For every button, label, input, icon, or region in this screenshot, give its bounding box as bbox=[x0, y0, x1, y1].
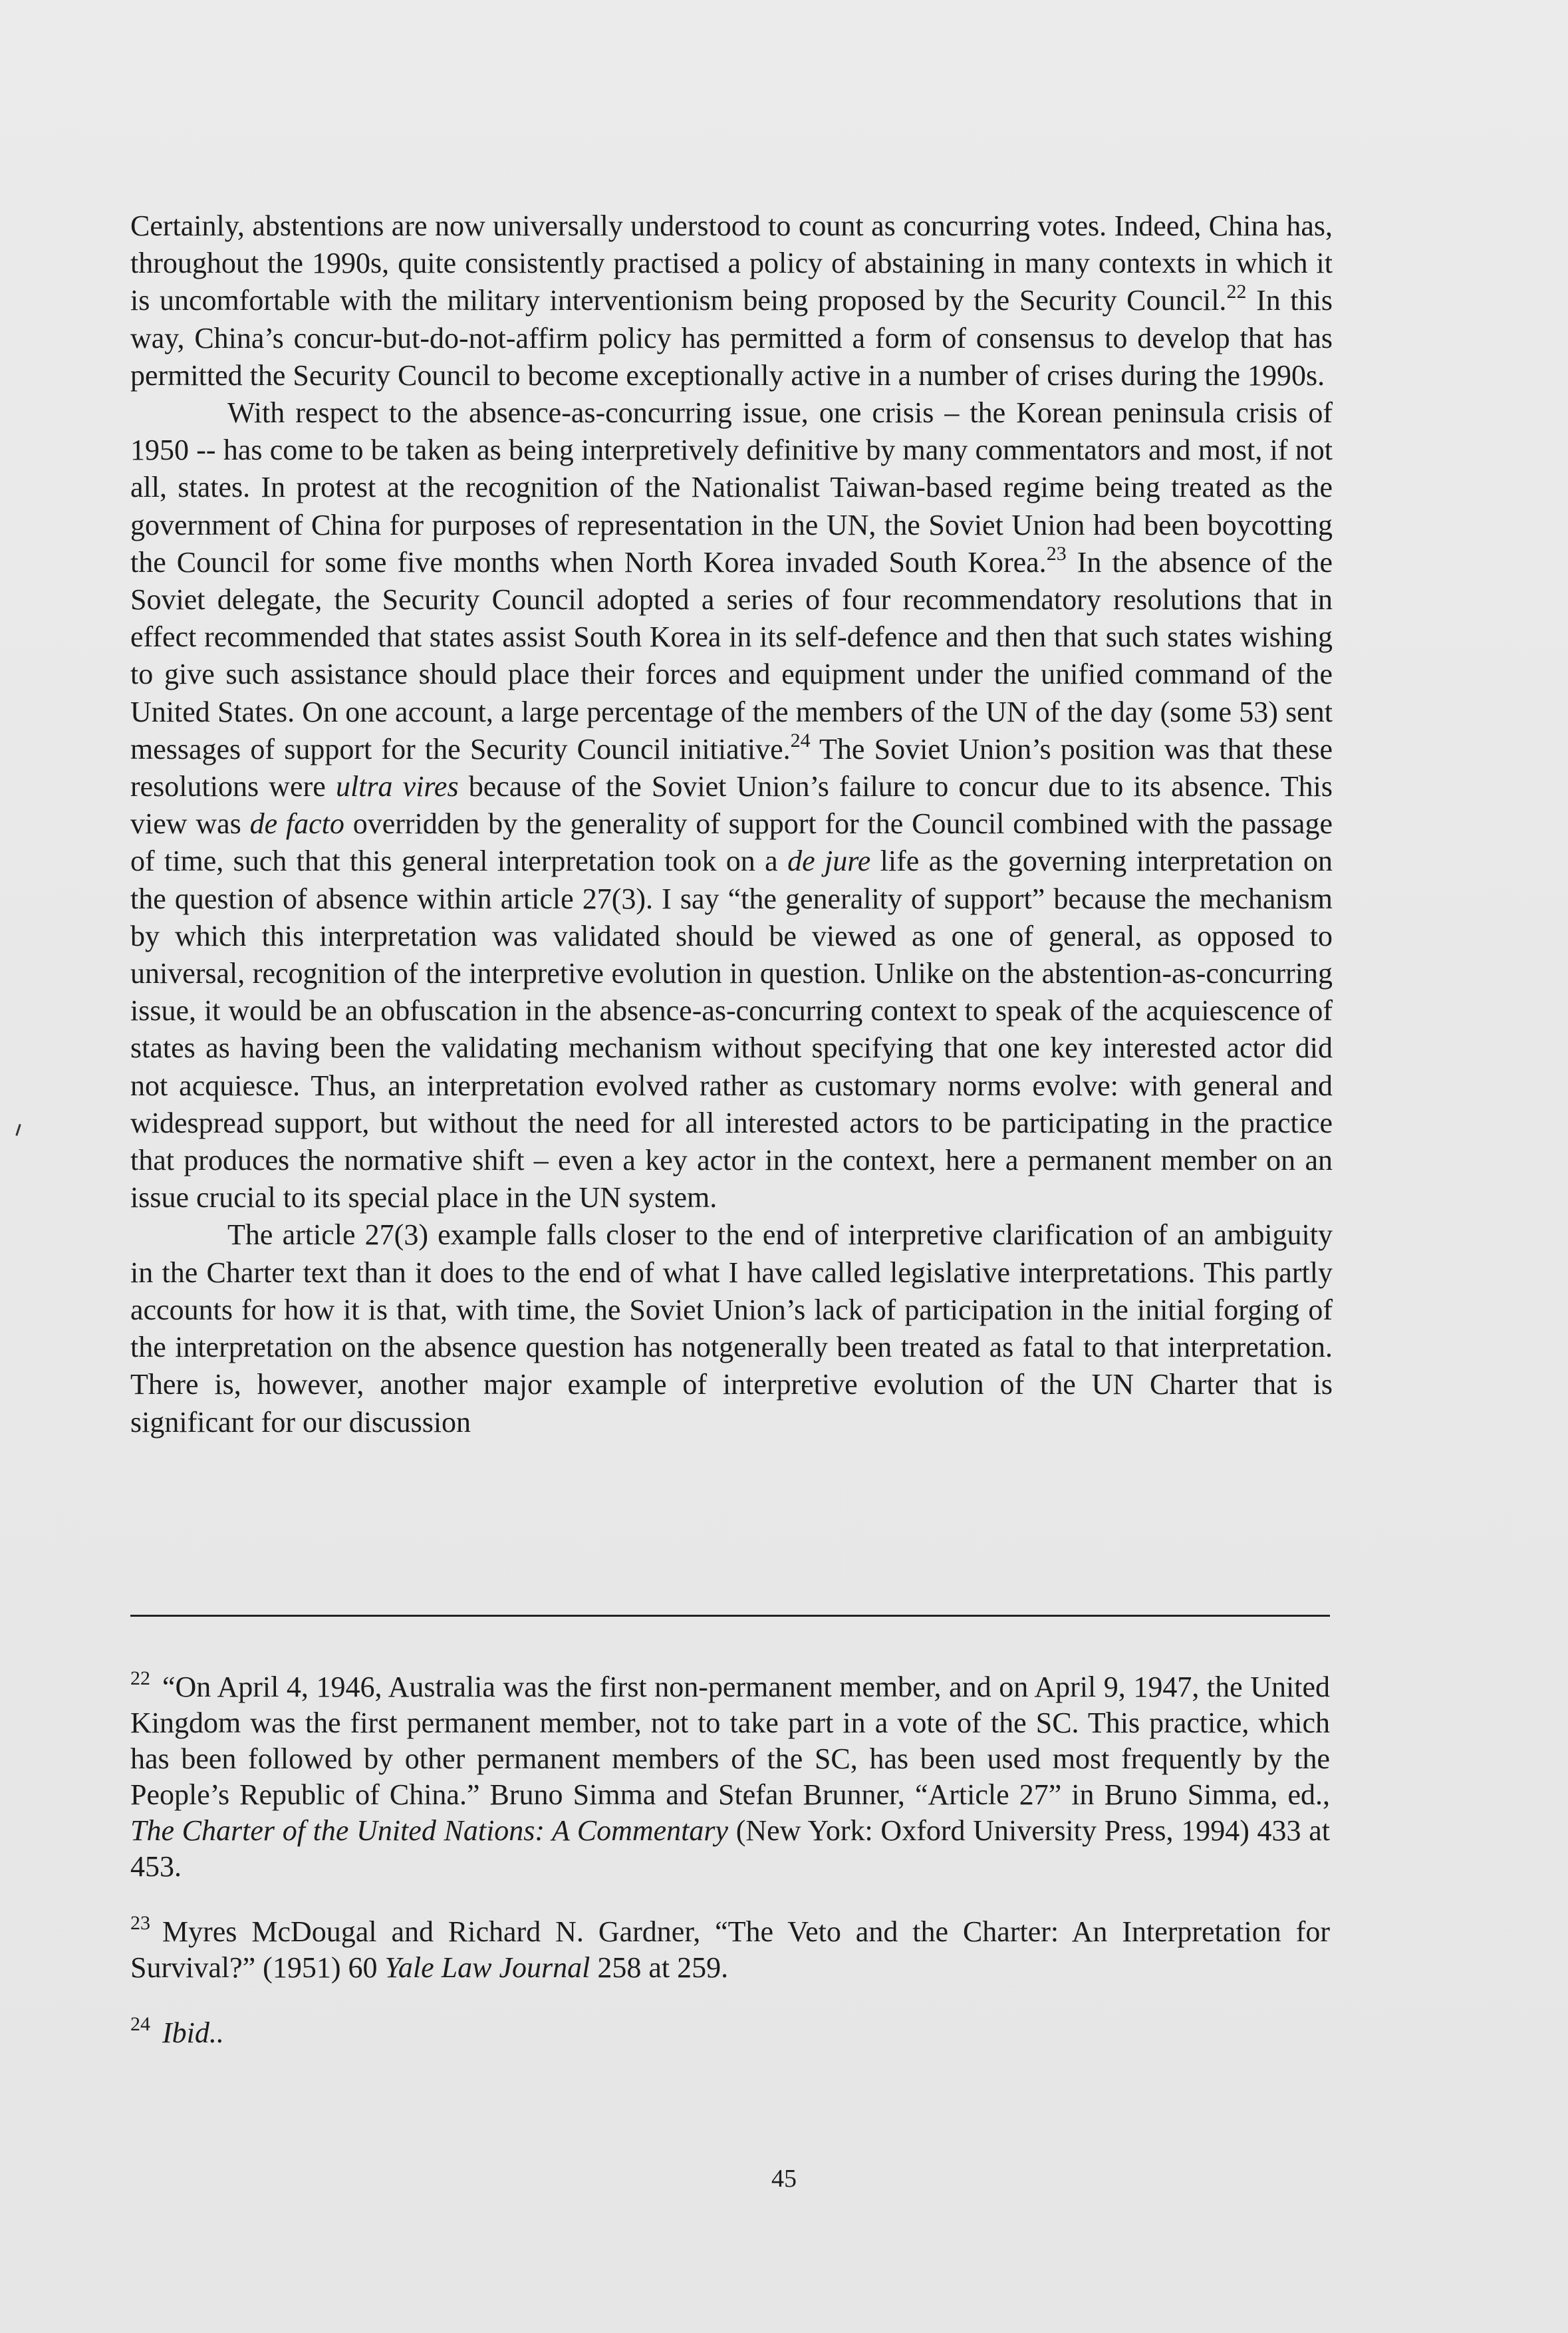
italic-term: ultra vires bbox=[335, 770, 459, 803]
footnote-ref-22[interactable]: 22 bbox=[1226, 281, 1247, 303]
margin-mark bbox=[15, 1124, 21, 1136]
text-run: With respect to the absence-as-concurring issue, one crisis – the Korean peninsula crisis of 1950 -- has come to be taken as being interpretively definitive by many commentators and most, if not all, states. In protest at the recognition of the Nationalist Taiwan-based regime being treated as the government of China for purposes of representation in the UN, the Soviet Union had been boycotting the Council for some five months when North Korea invaded South Korea. bbox=[130, 396, 1333, 579]
paragraph-article-27-3 bbox=[130, 1216, 1333, 1441]
footnote-number: 22 bbox=[130, 1667, 150, 1689]
paragraph-abstentions bbox=[130, 207, 1333, 394]
text-run: In this way, China’s concur-but-do-not-affirm policy has permitted a form of consensus to develop that has permitted the Security Council to become exceptionally active in a number of crises during the 1990s. bbox=[130, 284, 1333, 392]
italic-term: de jure bbox=[787, 845, 871, 878]
footnote-text: (New York: Oxford University Press, 1994) 433 at 453. bbox=[130, 1814, 1330, 1883]
footnote-24 bbox=[130, 2015, 1330, 2051]
page-number: 45 bbox=[771, 2165, 797, 2193]
footnote-number: 23 bbox=[130, 1912, 150, 1934]
footnote-divider bbox=[130, 1615, 1330, 1617]
paragraph-korean-crisis bbox=[130, 394, 1333, 1216]
footnote-italic: Yale Law Journal bbox=[384, 1951, 590, 1984]
footnote-ref-24[interactable]: 24 bbox=[790, 729, 811, 752]
footnote-text: 258 at 259. bbox=[590, 1951, 729, 1984]
body-text bbox=[130, 207, 1333, 1441]
italic-term: de facto bbox=[249, 807, 344, 841]
footnote-text: Myres McDougal and Richard N. Gardner, “The Veto and the Charter: An Interpretation for Survival?” (1951) 60 bbox=[130, 1915, 1330, 1984]
text-run: The Soviet Union’s position was that these resolutions were bbox=[130, 732, 1333, 803]
footnote-number: 24 bbox=[130, 2013, 150, 2035]
footnote-ref-23[interactable]: 23 bbox=[1046, 542, 1067, 565]
footnotes bbox=[130, 1669, 1330, 2080]
text-run: overridden by the generality of support for the Council combined with the passage of time, such that this general interpretation took on a bbox=[130, 807, 1333, 878]
footnote-text: “On April 4, 1946, Australia was the first non-permanent member, and on April 9, 1947, the United Kingdom was the first permanent member, not to take part in a vote of the SC. This practice, which has been followed by other permanent members of the SC, has been used most frequently by the People’s Republic of China.” Bruno Simma and Stefan Brunner, “Article 27” in Bruno Simma, ed., bbox=[130, 1671, 1330, 1811]
footnote-italic: Ibid.. bbox=[162, 2016, 224, 2049]
text-run: In the absence of the Soviet delegate, the Security Council adopted a series of four recommendatory resolutions that in effect recommended that states assist South Korea in its self-defence and then that such states wishing to give such assistance should place their forces and equipment under the unified command of the United States. On one account, a large percentage of the members of the UN of the day (some 53) sent messages of support for the Security Council initiative. bbox=[130, 545, 1333, 765]
text-run: because of the Soviet Union’s failure to concur due to its absence. This view was bbox=[130, 770, 1333, 841]
text-run: The article 27(3) example falls closer to the end of interpretive clarification of an ambiguity in the Charter text than it does to the end of what I have called legislative interpretations. This partly accounts for how it is that, with time, the Soviet Union’s lack of participation in the initial forging of the interpretation on the absence question has notgenerally been treated as fatal to that interpretation. There is, however, another major example of interpretive evolution of the UN Charter that is significant for our discussion bbox=[130, 1218, 1333, 1439]
footnote-23 bbox=[130, 1914, 1330, 1986]
text-run: life as the governing interpretation on the question of absence within article 27(3). I say “the generality of support” because the mechanism by which this interpretation was validated should be viewed as one of general, as opposed to universal, recognition of the interpretive evolution in question. Unlike on the abstention-as-concurring issue, it would be an obfuscation in the absence-as-concurring context to speak of the acquiescence of states as having been the validating mechanism without specifying that one key interested actor did not acquiesce. Thus, an interpretation evolved rather as customary norms evolve: with general and widespread support, but without the need for all interested actors to be participating in the practice that produces the normative shift – even a key actor in the context, here a permanent member on an issue crucial to its special place in the UN system. bbox=[130, 845, 1333, 1214]
footnote-22 bbox=[130, 1669, 1330, 1885]
footnote-italic: The Charter of the United Nations: A Commentary bbox=[130, 1814, 729, 1847]
text-run: Certainly, abstentions are now universally understood to count as concurring votes. Indeed, China has, throughout the 1990s, quite consistently practised a policy of abstaining in many contexts in which it is uncomfortable with the military interventionism being proposed by the Security Council. bbox=[130, 209, 1333, 317]
